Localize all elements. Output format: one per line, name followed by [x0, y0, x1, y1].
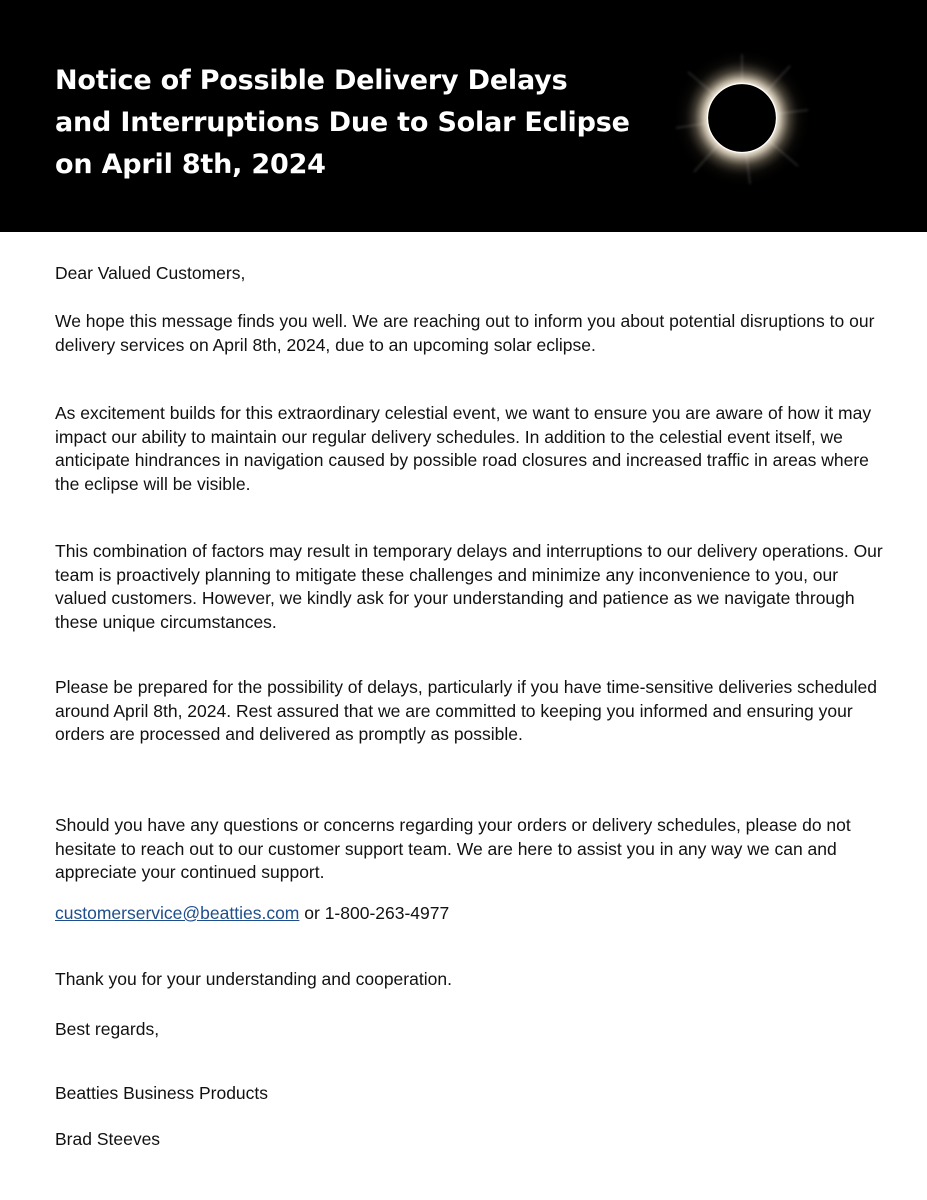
- phone-number: 1-800-263-4977: [324, 903, 450, 923]
- signer-name: Brad Steeves: [55, 1129, 161, 1149]
- notice-title-line-2: and Interruptions Due to Solar Eclipse: [55, 107, 630, 138]
- contact-line: [55, 902, 885, 926]
- closing-line: Best regards,: [55, 1019, 160, 1039]
- paragraph-intro: We hope this message finds you well. We are reaching out to inform you about potential disruptions to our delivery services on April 8th, 2024, due to an upcoming solar eclipse.: [55, 311, 875, 355]
- greeting: Dear Valued Customers,: [55, 263, 246, 283]
- solar-eclipse-image: [672, 48, 812, 188]
- paragraph-delays: This combination of factors may result in temporary delays and interruptions to our delivery operations. Our team is proactively planning to mitigate these challenges and minimize any inconvenience to you, our valued customers. However, we kindly ask for your understanding and patience as we navigate through these unique circumstances.: [55, 541, 883, 632]
- thanks-line: Thank you for your understanding and cooperation.: [55, 969, 452, 989]
- email-link[interactable]: customerservice@beatties.com: [55, 903, 300, 923]
- paragraph-impact: As excitement builds for this extraordinary celestial event, we want to ensure you are aware of how it may impact our ability to maintain our regular delivery schedules. In addition to the celestial event itself, we anticipate hindrances in navigation caused by possible road closures and increased traffic in areas where the eclipse will be visible.: [55, 403, 872, 494]
- notice-title: [55, 60, 675, 186]
- contact-separator: or: [299, 903, 325, 923]
- notice-title-line-3: on April 8th, 2024: [55, 149, 326, 180]
- paragraph-support: Should you have any questions or concerns regarding your orders or delivery schedules, please do not hesitate to reach out to our customer support team. We are here to assist you in any way we can and appreciate your continued support.: [55, 815, 851, 882]
- paragraph-preparation: Please be prepared for the possibility of delays, particularly if you have time-sensitive deliveries scheduled around April 8th, 2024. Rest assured that we are committed to keeping you informed and ensuring your orders are processed and delivered as promptly as possible.: [55, 677, 877, 744]
- header-banner: [0, 0, 927, 232]
- company-name: Beatties Business Products: [55, 1083, 269, 1103]
- notice-title-line-1: Notice of Possible Delivery Delays: [55, 65, 568, 96]
